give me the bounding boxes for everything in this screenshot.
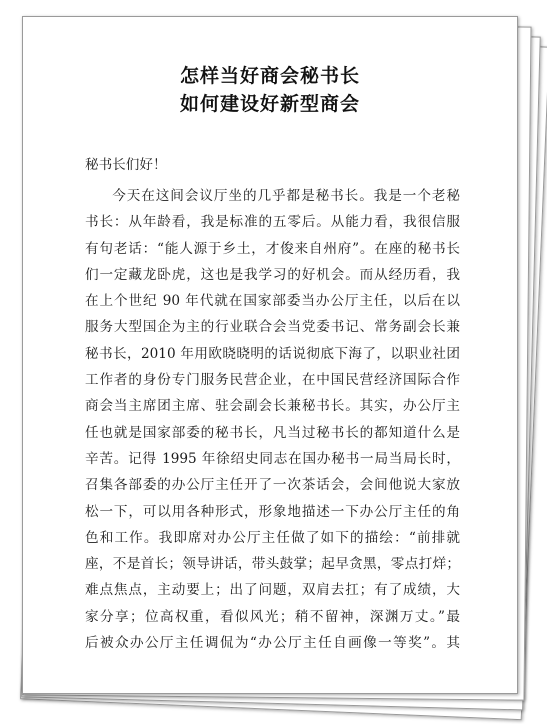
body-line: 松一下，可以用各种形式，形象地描述一下办公厅主任的角	[85, 503, 460, 520]
body-line: 们一定藏龙卧虎，这也是我学习的好机会。而从经历看，我	[85, 266, 460, 283]
document-title-line-1: 怎样当好商会秘书长	[179, 65, 360, 87]
body-line: 难点焦点，主动要上；出了问题，双肩去扛；有了成绩，大	[85, 582, 460, 599]
body-line: 后被众办公厅主任调侃为“办公厅主任自画像一等奖”。其	[85, 635, 460, 652]
body-line: 有句老话：“能人源于乡土，才俊来自州府”。在座的秘书长	[85, 240, 460, 257]
body-line: 工作者的身份专门服务民营企业，在中国民营经济国际合作	[85, 372, 460, 389]
body-line: 辛苦。记得 1995 年徐绍史同志在国办秘书一局当局长时，	[85, 450, 460, 467]
body-line: 座，不是首长；领导讲话，带头鼓掌；起早贪黑，零点打烊；	[85, 556, 460, 573]
body-line: 书长：从年龄看，我是标准的五零后。从能力看，我很信服	[85, 214, 460, 231]
body-line: 色和工作。我即席对办公厅主任做了如下的描绘：“前排就	[85, 529, 460, 546]
body-line: 在上个世纪 90 年代就在国家部委当办公厅主任，以后在以	[85, 293, 460, 310]
body-line: 任也就是国家部委的秘书长，凡当过秘书长的都知道什么是	[85, 424, 460, 441]
body-line: 商会当主席团主席、驻会副会长兼秘书长。其实，办公厅主	[85, 398, 460, 415]
greeting: 秘书长们好！	[85, 157, 167, 173]
body-line: 服务大型国企为主的行业联合会当党委书记、常务副会长兼	[85, 319, 460, 336]
body-line: 召集各部委的办公厅主任开了一次茶话会，会间他说大家放	[85, 477, 460, 494]
body-line: 秘书长，2010 年用欧晓晓明的话说彻底下海了，以职业社团	[85, 345, 460, 362]
document-title-line-2: 如何建设好新型商会	[179, 93, 360, 115]
body-paragraph	[85, 183, 460, 656]
paper-sheet-front	[22, 16, 518, 694]
body-line: 家分享；位高权重，看似风光；稍不留神，深渊万丈。”最	[85, 608, 460, 625]
body-line: 今天在这间会议厅坐的几乎都是秘书长。我是一个老秘	[112, 188, 460, 204]
